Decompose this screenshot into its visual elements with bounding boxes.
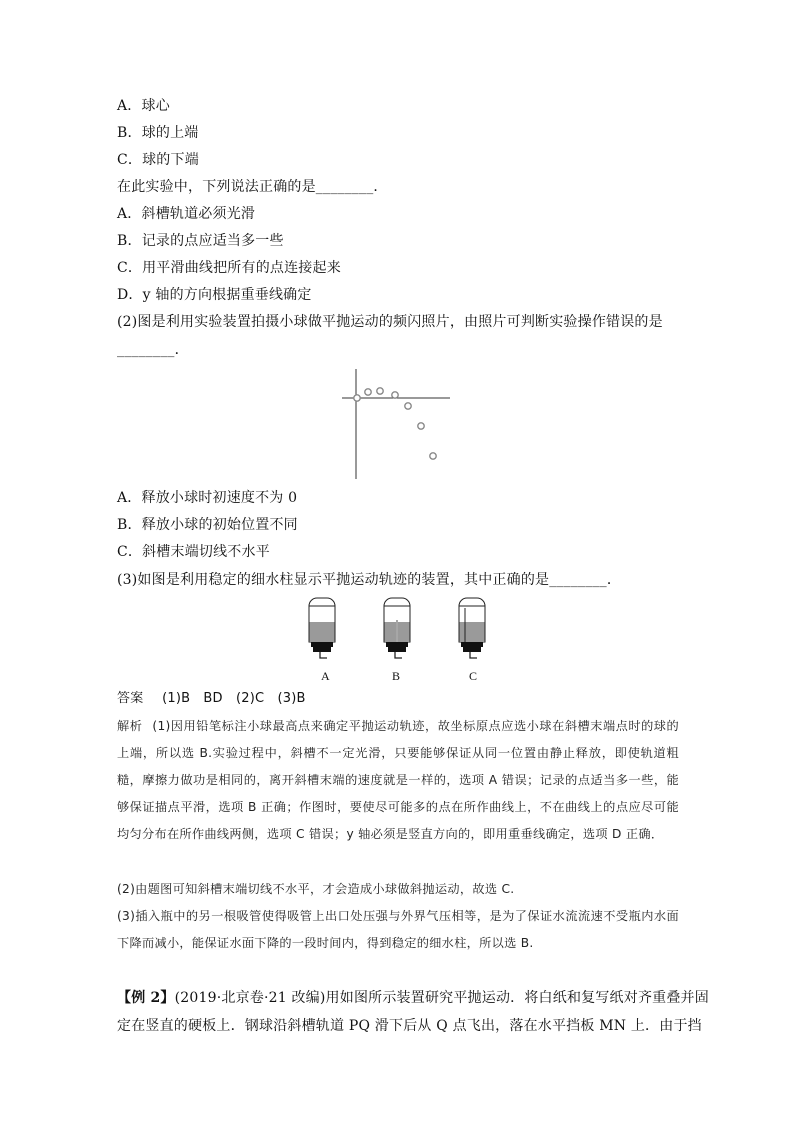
q2-stem-line1: (2)图是利用实验装置拍摄小球做平抛运动的频闪照片，由照片可判断实验操作错误的是 bbox=[117, 314, 663, 330]
bottle-label-c: C bbox=[469, 669, 478, 683]
bottle-label-b: B bbox=[392, 669, 401, 683]
analysis-label: 解析 bbox=[117, 719, 143, 733]
q1b-option-b: B．记录的点应适当多一些 bbox=[117, 233, 284, 249]
answer-label: 答案 bbox=[117, 691, 144, 706]
q1-option-c: C．球的下端 bbox=[117, 152, 199, 168]
analysis-p1-text: (1)因用铅笔标注小球最高点来确定平抛运动轨迹，故坐标原点应选小球在斜槽末端点时的球的上端，所以选 B.实验过程中，斜槽不一定光滑，只要能够保证从同一位置由静止释放，即使轨道粗糙，摩擦力做功是相同的，离开斜槽末端的速度就是一样的，选项 A 错误；记录的点适当多一些，能够保证描点平滑，选项 B 正确；作图时，要使尽可能多的点在所作曲线上，不在曲线上的点应尽可能均匀分布在所作曲线两侧，选项 C 错误；y 轴必须是竖直方向的，即用重垂线确定，选项 D 正确． bbox=[117, 719, 679, 841]
answer-text: (1)B BD (2)C (3)B bbox=[162, 691, 306, 706]
q2-option-c: C．斜槽末端切线不水平 bbox=[117, 544, 270, 560]
answer-line bbox=[117, 689, 306, 709]
q3-stem: (3)如图是利用稳定的细水柱显示平抛运动轨迹的装置，其中正确的是________． bbox=[117, 572, 622, 588]
example2-line1-text: (2019·北京卷·21 改编)用如图所示装置研究平抛运动．将白纸和复写纸对齐重叠并固 bbox=[174, 990, 709, 1006]
bottle-label-a: A bbox=[321, 669, 330, 683]
bottle-c bbox=[459, 598, 485, 658]
bottle-b bbox=[384, 598, 410, 658]
bottle-a bbox=[309, 598, 335, 658]
q1b-option-c: C．用平滑曲线把所有的点连接起来 bbox=[117, 260, 341, 276]
q1b-option-d: D．y 轴的方向根据重垂线确定 bbox=[117, 287, 312, 303]
q1-option-b: B．球的上端 bbox=[117, 125, 199, 141]
q1b-option-a: A．斜槽轨道必须光滑 bbox=[117, 206, 256, 222]
q2-option-b: B．释放小球的初始位置不同 bbox=[117, 517, 298, 533]
q2-stem-line2: ________． bbox=[117, 342, 189, 358]
q1b-stem: 在此实验中，下列说法正确的是________． bbox=[117, 179, 388, 195]
strobe-photo-figure bbox=[340, 365, 460, 483]
q2-option-a: A．释放小球时初速度不为 0 bbox=[117, 490, 298, 506]
example2-line1 bbox=[117, 988, 709, 1008]
analysis-paragraph-3: (3)插入瓶中的另一根吸管使得吸管上出口处压强与外界气压相等，是为了保证水流流速不受瓶内水面下降而减小，能保证水面下降的一段时间内，得到稳定的细水柱，所以选 B. bbox=[117, 909, 679, 950]
analysis-paragraph-1 bbox=[117, 713, 679, 848]
analysis-paragraph-2: (2)由题图可知斜槽末端切线不水平，才会造成小球做斜抛运动，故选 C. bbox=[117, 882, 515, 896]
example2-line2: 定在竖直的硬板上．钢球沿斜槽轨道 PQ 滑下后从 Q 点飞出，落在水平挡板 MN 上．由于挡 bbox=[117, 1018, 702, 1034]
q1-option-a: A．球心 bbox=[117, 98, 170, 114]
example-tag: 【例 2】 bbox=[117, 990, 175, 1006]
